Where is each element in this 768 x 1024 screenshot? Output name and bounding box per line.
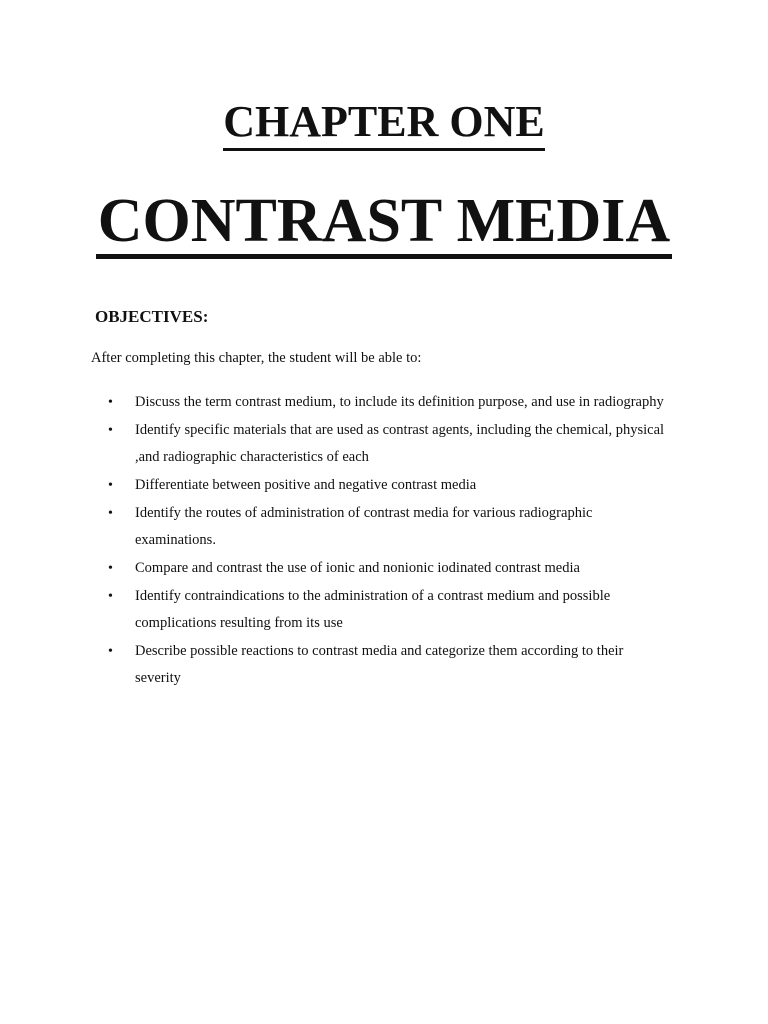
list-item [108, 472, 668, 499]
list-item [108, 500, 668, 554]
list-item [108, 555, 668, 582]
objective-text: Identify specific materials that are used as contrast agents, including the chemical, physical ,and radiographic characteristics of each [135, 422, 665, 465]
page-title [0, 188, 768, 259]
objectives-list [108, 389, 668, 693]
list-item [108, 583, 668, 637]
title-text: CONTRAST MEDIA [96, 188, 672, 259]
chapter-label: CHAPTER ONE [223, 96, 544, 151]
bullet-icon: • [108, 478, 113, 493]
chapter-heading [0, 96, 768, 151]
bullet-icon: • [108, 589, 113, 604]
objective-text: Discuss the term contrast medium, to include its definition purpose, and use in radiography [135, 394, 664, 410]
bullet-icon: • [108, 423, 113, 438]
bullet-icon: • [108, 644, 113, 659]
objective-text: Identify the routes of administration of contrast media for various radiographic examinations. [135, 505, 593, 548]
objective-text: Differentiate between positive and negative contrast media [135, 477, 477, 493]
intro-text: After completing this chapter, the student will be able to: [91, 350, 422, 366]
objective-text: Compare and contrast the use of ionic and nonionic iodinated contrast media [135, 560, 580, 576]
list-item [108, 638, 668, 692]
objective-text: Describe possible reactions to contrast media and categorize them according to their severity [135, 643, 624, 686]
objectives-heading: OBJECTIVES: [95, 307, 209, 326]
bullet-icon: • [108, 561, 113, 576]
bullet-icon: • [108, 395, 113, 410]
list-item [108, 389, 668, 416]
objective-text: Identify contraindications to the administration of a contrast medium and possible complications resulting from its use [135, 588, 611, 631]
bullet-icon: • [108, 506, 113, 521]
list-item [108, 417, 668, 471]
